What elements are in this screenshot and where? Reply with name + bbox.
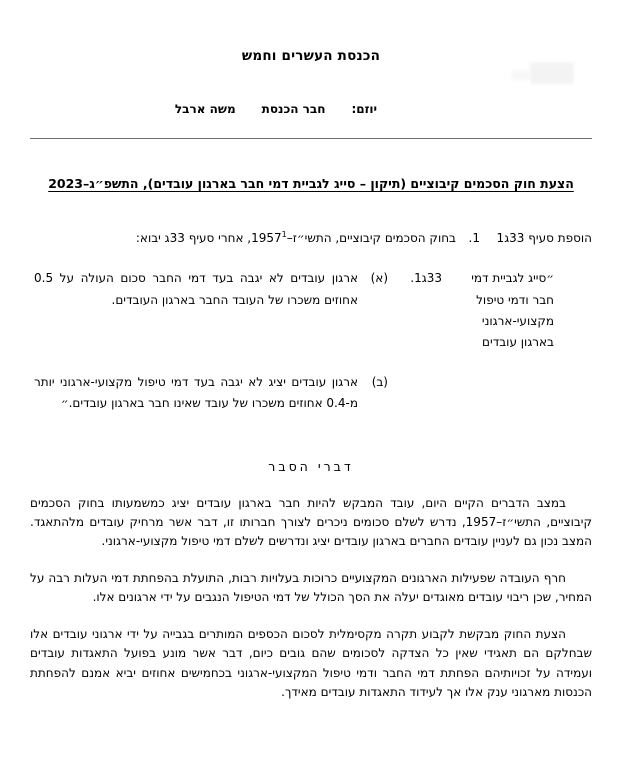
sponsor-name: משה ארבל [174, 102, 236, 116]
explanatory-paragraph-1: במצב הדברים הקיים היום, עובד המבקש להיות חבר בארגון עובדים יציג כמשמעותו בחוק הסכמים קיבוציים, התשי״ז–1957, נדרש לשלם סכומים ניכרים לצורך חברותו זו, דבר אשר מרחיק עובדים מלהתאגד. המצב נכון גם לעניין עובדים החברים בארגון עובדים יציג ונדרשים לשלם דמי טיפול מקצועי-ארגוני. [30, 495, 592, 549]
sponsor-role: חבר הכנסת [261, 102, 326, 116]
amendment-clause-a [30, 268, 592, 353]
sponsor-line [30, 102, 592, 116]
document-page [0, 48, 622, 780]
knesset-title: הכנסת העשרים וחמש [241, 48, 381, 64]
scan-artifact-secondary-icon [512, 70, 530, 80]
clause-a-sidenote-line-2: חבר ודמי טיפול [476, 292, 554, 307]
clause-a-sidenote [442, 268, 592, 353]
footnote-marker: 1 [281, 229, 287, 239]
amendment-lead-text [30, 228, 456, 249]
clause-a-letter: (א) [370, 271, 388, 286]
clause-a-body: ארגון עובדים לא יגבה בעד דמי החבר סכום העולה על 0.5 אחוזים משכרו של העובד החבר בארגון העובדים. [34, 271, 358, 307]
clause-a-section-number: 33ג1. [410, 271, 442, 286]
bill-title: הצעת חוק הסכמים קיבוציים (תיקון – סייג לגביית דמי חבר בארגון עובדים), התשפ״ג–2023 [48, 176, 574, 191]
clause-b-letter: (ב) [371, 374, 388, 389]
explanatory-paragraph-3: הצעת החוק מבקשת לקבוע תקרה מקסימלית לסכום הכספים המותרים בגבייה על ידי ארגוני עובדים אלו שבחלקם הם תאגידי שאין כל הצדקה לסכומים שהם גובים כיום, דבר אשר מונע בפועל התאגדות עובדים ועמידה על זכויותיהם הפחתת דמי החבר ודמי טיפול המקצועי-ארגוני בכחמישים אחוזים יביא אמנם להפחתת הכנסות מארגוני ענק אלו אך לעידוד התאגדות עובדים מאידך. [30, 626, 592, 700]
clause-a-sidenote-line-4: בארגון עובדים [482, 335, 554, 350]
scan-artifact-icon [530, 62, 574, 84]
explanatory-notes-title: דברי הסבר [268, 458, 354, 474]
clause-b-body: ארגון עובדים יציג לא יגבה בעד דמי טיפול מקצועי-ארגוני יותר מ-0.4 אחוזים משכרו של עובד שאינו חבר בארגון עובדים.״ [34, 374, 358, 411]
amendment-heading: הוספת סעיף 33ג1 [496, 230, 592, 245]
explanatory-paragraph-2: חרף העובדה שפעילות הארגונים המקצועיים כרוכות בעלויות רבות, התועלת בהפחתת דמי העלות רבה על המחיר, שכן ריבוי עובדים מאוגדים יעלה את הסך הכולל של דמי הטיפול הנגבים על ידי ארגונים אלו. [30, 570, 592, 605]
amendment-lead-row [30, 228, 592, 249]
horizontal-divider [30, 138, 592, 139]
amendment-lead-before-footnote: בחוק הסכמים קיבוציים, התשי״ז–1957 [251, 230, 456, 245]
clause-a-sidenote-line-3: מקצועי-ארגוני [481, 314, 554, 329]
sponsor-label: יוזם: [351, 102, 378, 116]
clause-a-sidenote-line-1: ״סייג לגביית דמי [471, 271, 554, 286]
amendment-lead-after-footnote: , אחרי סעיף 33ג יבוא: [135, 230, 252, 245]
amendment-item-number: 1. [468, 230, 480, 245]
amendment-clause-b [30, 372, 592, 415]
